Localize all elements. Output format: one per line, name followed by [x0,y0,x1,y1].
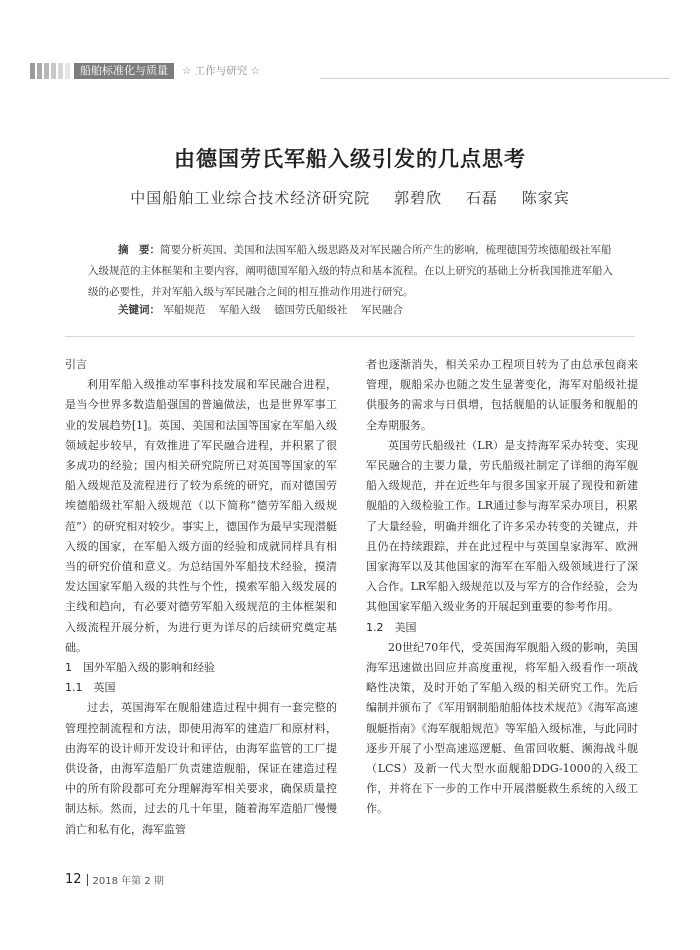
keyword: 军船入级 [218,304,261,316]
section-1-2-heading: 1.2 美国 [366,620,417,634]
section-1-1-heading: 1.1 英国 [65,681,116,695]
keywords-label: 关键词： [118,304,160,316]
affiliation: 中国船舶工业综合技术经济研究院 [130,189,371,207]
intro-heading: 引言 [65,358,87,371]
section-1-2-paragraph: 20世纪70年代，受英国海军舰船入级的影响，美国海军迅速做出回应并高度重视，将军船入级看作一项战略性决策，及时开始了军船入级的相关研究工作。先后编制并颁布了《军用钢制船舶船体技术规范》《海军高速舰艇指南》《海军舰船规范》等军船入级标准，与此同时逐步开展了小型高速巡逻艇、鱼雷回收艇、濒海战斗舰（LCS）及新一代大型水面舰船DDG-1000的入级工作，并将在下一步的工作中开展潜艇救生系统的入级工作。 [366,640,638,816]
author-name: 郭碧欣 [394,189,443,207]
abstract [88,240,615,303]
page-footer [65,872,164,887]
running-header [30,62,260,79]
author-name: 陈家宾 [521,189,570,207]
journal-subsection: ☆ 工作与研究 ☆ [182,65,261,77]
author-name: 石磊 [465,189,498,207]
keyword: 军民融合 [360,304,403,316]
left-column [65,355,337,840]
section-divider [65,336,635,337]
intro-paragraph: 利用军船入级推动军事科技发展和军民融合进程，是当今世界多数造船强国的普遍做法，也是世界军事工业的发展趋势[1]。英国、美国和法国等国家在军船入级领域起步较早，有效推进了军民融合进程，并积累了很多成功的经验；国内相关研究院所已对英国等国家的军船入级规范及流程进行了较为系统的研究，而对德国劳埃德船级社军船入级规范（以下简称“德劳军船入级规范”）的研究相对较少。事实上，德国作为最早实现潜艇入级的国家，在军船入级方面的经验和成就同样具有相当的研究价值和意义。为总结国外军船技术经验，摸清发达国家军船入级的共性与个性，摸索军船入级发展的主线和趋向，有必要对德劳军船入级规范的主体框架和入级流程开展分析，为进行更为详尽的后续研究奠定基础。 [65,378,337,654]
section-1-heading: 1 国外军船入级的影响和经验 [65,661,215,675]
header-bars-icon [30,63,70,79]
header-rule [320,78,670,79]
abstract-text: 简要分析英国、美国和法国军船入级思路及对军民融合所产生的影响，梳理德国劳埃德船级社军船入级规范的主体框架和主要内容，阐明德国军船入级的特点和基本流程。在以上研究的基础上分析我国推进军船入级的必要性，并对军船入级与军民融合之间的相互推动作用进行研究。 [88,244,613,298]
keywords [118,302,413,317]
author-line [0,187,700,208]
lr-paragraph: 英国劳氏船级社（LR）是支持海军采办转变、实现军民融合的主要力量，劳氏船级社制定了详细的海军舰船入级规范，并在近些年与很多国家开展了现役和新建舰船的入级检验工作。LR通过参与海军采办项目，积累了大量经验，明确并细化了许多采办转变的关键点，并且仍在持续跟踪，并在此过程中与英国皇家海军、欧洲国家海军以及其他国家的海军在军船入级领域进行了深入合作。LR军船入级规范以及与军方的合作经验，会为其他国家军船入级业务的开展起到重要的参考作用。 [366,438,638,614]
section-1-1-paragraph: 过去，英国海军在舰船建造过程中拥有一套完整的管理控制流程和方法，即使用海军的建造厂和原材料，由海军的设计师开发设计和评估，由海军监管的工厂提供设备，由海军造船厂负责建造舰船，保证在建造过程中的所有阶段都可充分理解海军相关要求，确保质量控制达标。然而，过去的几十年里，随着海军造船厂慢慢消亡和私有化，海军监管 [65,701,337,836]
footer-separator [87,874,88,886]
journal-section-tag: 船舶标准化与质量 [74,63,174,79]
abstract-label: 摘 要： [118,244,160,256]
section-1-1-continuation: 者也逐渐消失，相关采办工程项目转为了由总承包商来管理，舰船采办也随之发生显著变化，海军对船级社提供服务的需求与日俱增，包括舰船的认证服务和舰船的全寿期服务。 [366,358,638,432]
keyword: 军船规范 [163,304,206,316]
right-column [366,355,638,820]
article-title: 由德国劳氏军船入级引发的几点思考 [174,147,526,171]
page-number: 12 [65,872,82,887]
keyword: 德国劳氏船级社 [274,304,348,316]
issue-label: 2018 年第 2 期 [92,876,164,887]
